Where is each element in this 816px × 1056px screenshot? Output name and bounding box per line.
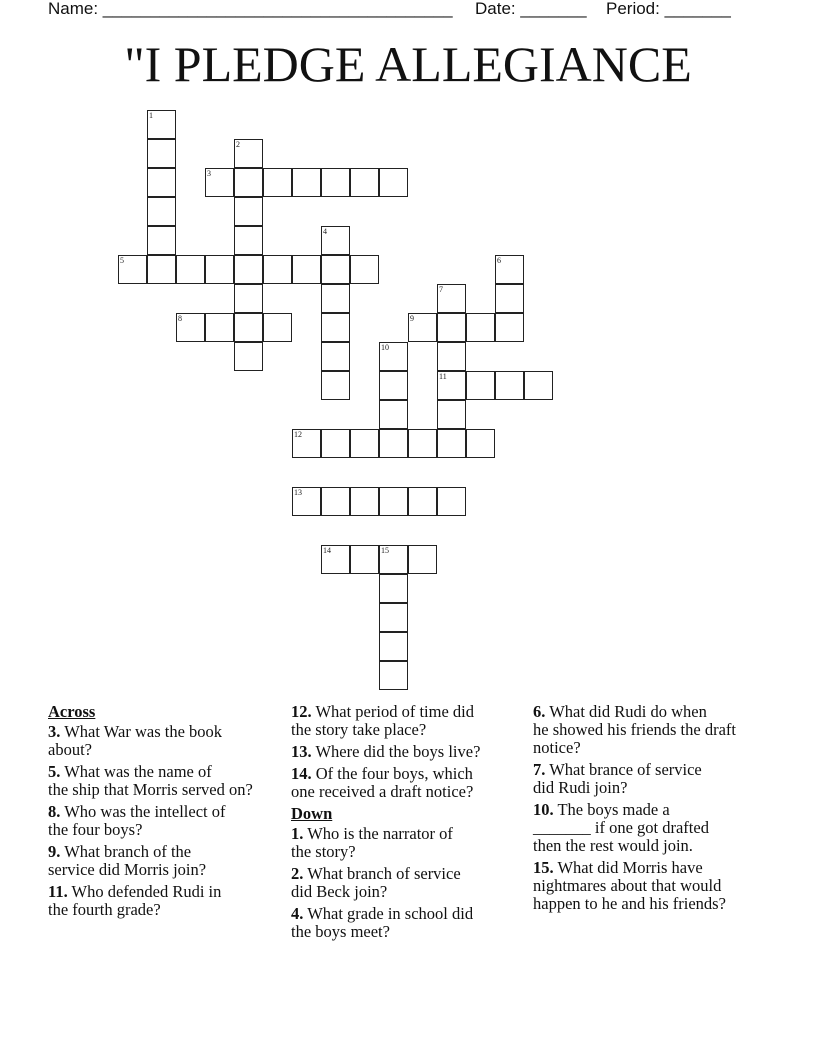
grid-cell[interactable]: [205, 313, 234, 342]
grid-cell[interactable]: [437, 342, 466, 371]
clue-text: the ship that Morris served on?: [48, 780, 253, 799]
period-field[interactable]: Period: _______: [606, 0, 731, 18]
clue-column-3: [533, 703, 773, 917]
clue-text: he showed his friends the draft: [533, 720, 736, 739]
clue-number-label: 13.: [291, 742, 312, 761]
grid-cell[interactable]: [350, 168, 379, 197]
grid-cell[interactable]: [408, 313, 437, 342]
grid-cell[interactable]: [466, 429, 495, 458]
clue-number-label: 3.: [48, 722, 61, 741]
clue-text: _______ if one got drafted: [533, 818, 709, 837]
clue-line: [291, 765, 527, 783]
clue-number-label: 14.: [291, 764, 312, 783]
clue-text: did Beck join?: [291, 882, 388, 901]
clue-line: [48, 803, 286, 821]
clue-column-1: [48, 703, 286, 923]
clue-line: [533, 895, 773, 913]
across-heading: Across: [48, 702, 96, 721]
clue-text: one received a draft notice?: [291, 782, 474, 801]
clue-line: [48, 843, 286, 861]
clue-line: [291, 703, 527, 721]
grid-cell[interactable]: [234, 168, 263, 197]
grid-cell[interactable]: [234, 226, 263, 255]
grid-cell[interactable]: [292, 168, 321, 197]
clue-number: 6: [497, 256, 501, 265]
clue-line: [533, 801, 773, 819]
clue-number: 8: [178, 314, 182, 323]
date-field[interactable]: Date: _______: [475, 0, 587, 18]
grid-cell[interactable]: [147, 255, 176, 284]
down-heading: Down: [291, 804, 333, 823]
grid-cell[interactable]: [321, 226, 350, 255]
clue-number-label: 6.: [533, 702, 546, 721]
clue-number-label: 10.: [533, 800, 554, 819]
clue-item: [291, 865, 527, 901]
clue-number: 1: [149, 111, 153, 120]
grid-cell[interactable]: [234, 255, 263, 284]
clue-text: the fourth grade?: [48, 900, 161, 919]
grid-cell[interactable]: [234, 139, 263, 168]
clue-line: [291, 883, 527, 901]
clue-line: [48, 821, 286, 839]
clue-item: [48, 843, 286, 879]
grid-cell[interactable]: [234, 284, 263, 313]
clue-line: [48, 883, 286, 901]
clue-text: What did Rudi do when: [545, 702, 707, 721]
clue-text: Who was the intellect of: [60, 802, 226, 821]
clue-text: nightmares about that would: [533, 876, 722, 895]
clue-line: [533, 819, 773, 837]
clue-item: [48, 803, 286, 839]
clue-item: [48, 883, 286, 919]
clue-text: What did Morris have: [553, 858, 703, 877]
clue-line: [533, 739, 773, 757]
clue-item: [291, 825, 527, 861]
clue-line: [533, 761, 773, 779]
clue-item: [533, 801, 773, 855]
clue-column-2: [291, 703, 527, 945]
name-field[interactable]: Name: _____________________________________: [48, 0, 453, 18]
clue-text: about?: [48, 740, 92, 759]
grid-cell[interactable]: [321, 487, 350, 516]
clue-text: notice?: [533, 738, 581, 757]
clue-text: Where did the boys live?: [311, 742, 481, 761]
clue-number: 5: [120, 256, 124, 265]
clue-text: service did Morris join?: [48, 860, 207, 879]
grid-cell[interactable]: [234, 342, 263, 371]
grid-cell[interactable]: [350, 545, 379, 574]
grid-cell[interactable]: [437, 429, 466, 458]
grid-cell[interactable]: [379, 400, 408, 429]
clue-number-label: 9.: [48, 842, 61, 861]
grid-cell[interactable]: [379, 371, 408, 400]
clue-item: [48, 763, 286, 799]
clue-line: [48, 723, 286, 741]
clue-line: [291, 865, 527, 883]
clue-number-label: 7.: [533, 760, 546, 779]
clue-line: [48, 763, 286, 781]
grid-cell[interactable]: [495, 255, 524, 284]
grid-cell[interactable]: [147, 197, 176, 226]
grid-cell[interactable]: [379, 661, 408, 690]
grid-cell[interactable]: [350, 487, 379, 516]
clue-number: 11: [439, 372, 447, 381]
grid-cell[interactable]: [524, 371, 553, 400]
clue-item: [533, 703, 773, 757]
grid-cell[interactable]: [379, 603, 408, 632]
grid-cell[interactable]: [379, 574, 408, 603]
grid-cell[interactable]: [147, 168, 176, 197]
grid-cell[interactable]: [495, 284, 524, 313]
clue-text: the four boys?: [48, 820, 143, 839]
clue-line: [48, 901, 286, 919]
grid-cell[interactable]: [379, 342, 408, 371]
clue-text: What was the name of: [60, 762, 212, 781]
grid-cell[interactable]: [437, 371, 466, 400]
grid-cell[interactable]: [495, 371, 524, 400]
clue-line: [291, 743, 527, 761]
clue-item: [291, 905, 527, 941]
clue-number-label: 5.: [48, 762, 61, 781]
grid-cell[interactable]: [408, 545, 437, 574]
clue-text: the boys meet?: [291, 922, 390, 941]
clue-line: [291, 905, 527, 923]
grid-cell[interactable]: [437, 400, 466, 429]
clue-number: 3: [207, 169, 211, 178]
grid-cell[interactable]: [495, 313, 524, 342]
grid-cell[interactable]: [379, 168, 408, 197]
clue-number-label: 12.: [291, 702, 312, 721]
clue-number: 14: [323, 546, 331, 555]
clue-number-label: 1.: [291, 824, 304, 843]
clue-text: Who defended Rudi in: [67, 882, 222, 901]
grid-cell[interactable]: [408, 487, 437, 516]
clue-text: the story take place?: [291, 720, 427, 739]
grid-cell[interactable]: [263, 168, 292, 197]
clue-line: [533, 779, 773, 797]
grid-cell[interactable]: [234, 313, 263, 342]
clue-item: [291, 765, 527, 801]
clue-number: 9: [410, 314, 414, 323]
grid-cell[interactable]: [234, 197, 263, 226]
clue-number-label: 15.: [533, 858, 554, 877]
clue-text: the story?: [291, 842, 356, 861]
grid-cell[interactable]: [408, 429, 437, 458]
clue-item: [48, 723, 286, 759]
grid-cell[interactable]: [350, 429, 379, 458]
clue-number: 13: [294, 488, 302, 497]
grid-cell[interactable]: [379, 632, 408, 661]
clue-text: Who is the narrator of: [303, 824, 453, 843]
grid-cell[interactable]: [466, 313, 495, 342]
grid-cell[interactable]: [205, 255, 234, 284]
clue-text: Of the four boys, which: [311, 764, 473, 783]
grid-cell[interactable]: [321, 429, 350, 458]
grid-cell[interactable]: [147, 110, 176, 139]
grid-cell[interactable]: [176, 313, 205, 342]
clue-number-label: 2.: [291, 864, 304, 883]
clue-line: [533, 859, 773, 877]
clue-number: 2: [236, 140, 240, 149]
clue-text: then the rest would join.: [533, 836, 693, 855]
clue-text: What grade in school did: [303, 904, 474, 923]
clue-line: [291, 721, 527, 739]
clue-text: The boys made a: [553, 800, 670, 819]
clue-line: [291, 825, 527, 843]
grid-cell[interactable]: [292, 429, 321, 458]
page-title: "I PLEDGE ALLEGIANCE: [124, 36, 692, 92]
clue-line: [48, 781, 286, 799]
grid-cell[interactable]: [437, 313, 466, 342]
clue-number: 15: [381, 546, 389, 555]
grid-cell[interactable]: [321, 255, 350, 284]
clue-number-label: 8.: [48, 802, 61, 821]
grid-cell[interactable]: [379, 545, 408, 574]
clue-text: What period of time did: [311, 702, 474, 721]
clue-text: happen to he and his friends?: [533, 894, 726, 913]
grid-cell[interactable]: [321, 284, 350, 313]
grid-cell[interactable]: [321, 168, 350, 197]
clue-number-label: 11.: [48, 882, 68, 901]
clue-line: [291, 783, 527, 801]
grid-cell[interactable]: [147, 139, 176, 168]
grid-cell[interactable]: [321, 545, 350, 574]
grid-cell[interactable]: [321, 313, 350, 342]
clue-number: 12: [294, 430, 302, 439]
grid-cell[interactable]: [263, 255, 292, 284]
clue-text: did Rudi join?: [533, 778, 628, 797]
clue-item: [291, 703, 527, 739]
clue-number: 7: [439, 285, 443, 294]
clue-line: [533, 721, 773, 739]
grid-cell[interactable]: [205, 168, 234, 197]
grid-cell[interactable]: [292, 487, 321, 516]
grid-cell[interactable]: [379, 487, 408, 516]
clue-line: [48, 861, 286, 879]
clue-text: What branch of service: [303, 864, 461, 883]
clue-line: [533, 703, 773, 721]
clue-item: [533, 761, 773, 797]
grid-cell[interactable]: [321, 342, 350, 371]
grid-cell[interactable]: [263, 313, 292, 342]
clue-text: What branch of the: [60, 842, 192, 861]
clue-number: 10: [381, 343, 389, 352]
grid-cell[interactable]: [292, 255, 321, 284]
clue-line: [533, 877, 773, 895]
grid-cell[interactable]: [437, 487, 466, 516]
clue-number: 4: [323, 227, 327, 236]
clue-item: [533, 859, 773, 913]
clue-item: [291, 743, 527, 761]
grid-cell[interactable]: [147, 226, 176, 255]
grid-cell[interactable]: [350, 255, 379, 284]
grid-cell[interactable]: [379, 429, 408, 458]
clue-number-label: 4.: [291, 904, 304, 923]
clue-line: [291, 923, 527, 941]
grid-cell[interactable]: [176, 255, 205, 284]
clue-line: [533, 837, 773, 855]
clue-text: What War was the book: [60, 722, 223, 741]
grid-cell[interactable]: [437, 284, 466, 313]
grid-cell[interactable]: [466, 371, 495, 400]
clue-text: What brance of service: [545, 760, 702, 779]
clue-line: [48, 741, 286, 759]
clue-line: [291, 843, 527, 861]
grid-cell[interactable]: [118, 255, 147, 284]
grid-cell[interactable]: [321, 371, 350, 400]
